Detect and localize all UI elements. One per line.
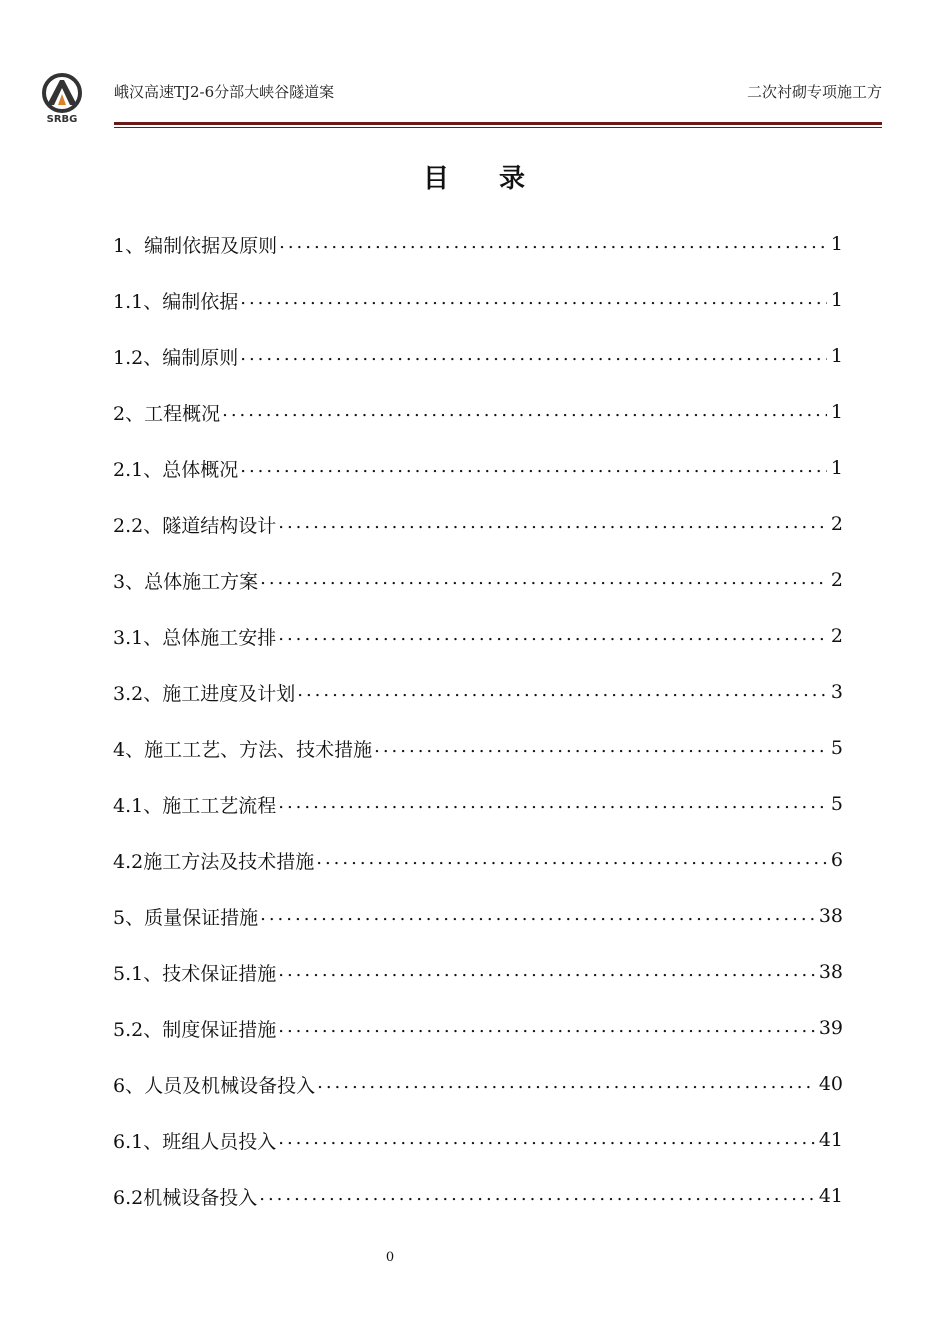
- toc-entry[interactable]: [113, 496, 843, 552]
- toc-dot-leader: [240, 288, 827, 309]
- toc-entry[interactable]: [113, 888, 843, 944]
- toc-entry[interactable]: [113, 608, 843, 664]
- toc-entry-label: 5.1、技术保证措施: [113, 962, 277, 985]
- toc-entry-page: 2: [830, 513, 843, 535]
- toc-entry-page: 1: [830, 233, 843, 255]
- toc-dot-leader: [260, 568, 827, 589]
- toc-entry-label: 2、工程概况: [113, 402, 221, 425]
- toc-dot-leader: [222, 400, 827, 421]
- header-rule-thin: [114, 127, 882, 128]
- toc-entry[interactable]: [113, 384, 843, 440]
- toc-dot-leader: [316, 848, 827, 869]
- toc-entry[interactable]: [113, 720, 843, 776]
- toc-dot-leader: [374, 736, 827, 757]
- toc-dot-leader: [278, 792, 827, 813]
- toc-dot-leader: [260, 904, 815, 925]
- page-number: 0: [385, 1250, 395, 1265]
- toc-entry-label: 6.1、班组人员投入: [113, 1130, 277, 1153]
- toc-entry[interactable]: [113, 1112, 843, 1168]
- toc-entry-page: 39: [818, 1017, 843, 1039]
- toc-entry[interactable]: [113, 1056, 843, 1112]
- toc-entry[interactable]: [113, 1000, 843, 1056]
- toc-entry[interactable]: [113, 552, 843, 608]
- logo-text: SRBG: [46, 114, 78, 124]
- toc-entry[interactable]: [113, 944, 843, 1000]
- header-document-type: 二次衬砌专项施工方: [746, 83, 882, 101]
- toc-dot-leader: [259, 1184, 815, 1205]
- toc-entry[interactable]: [113, 328, 843, 384]
- toc-entry-label: 1、编制依据及原则: [113, 234, 278, 257]
- header-rule-thick: [114, 122, 882, 125]
- toc-entry-label: 6.2机械设备投入: [113, 1186, 258, 1209]
- toc-dot-leader: [278, 512, 827, 533]
- toc-entry-page: 38: [818, 905, 843, 927]
- toc-dot-leader: [278, 624, 827, 645]
- toc-entry[interactable]: [113, 1168, 843, 1224]
- header-project-name: 峨汉高速TJ2-6分部大峡谷隧道案: [114, 83, 335, 101]
- toc-dot-leader: [317, 1072, 815, 1093]
- toc-entry-label: 6、人员及机械设备投入: [113, 1074, 316, 1097]
- toc-entry-label: 3、总体施工方案: [113, 570, 259, 593]
- toc-entry-page: 3: [830, 681, 843, 703]
- toc-dot-leader: [278, 960, 815, 981]
- toc-entry[interactable]: [113, 776, 843, 832]
- table-of-contents: [113, 216, 843, 1224]
- page-header: [0, 0, 950, 130]
- toc-entry-page: 6: [830, 849, 843, 871]
- toc-entry-label: 1.1、编制依据: [113, 290, 239, 313]
- toc-dot-leader: [278, 1016, 815, 1037]
- toc-entry[interactable]: [113, 216, 843, 272]
- toc-dot-leader: [279, 232, 827, 253]
- toc-entry-label: 2.2、隧道结构设计: [113, 514, 277, 537]
- toc-entry-label: 4.2施工方法及技术措施: [113, 850, 315, 873]
- toc-entry-page: 1: [830, 345, 843, 367]
- toc-entry-label: 5.2、制度保证措施: [113, 1018, 277, 1041]
- title-char-2: 录: [499, 164, 528, 194]
- srbg-logo-icon: [36, 72, 88, 124]
- toc-entry[interactable]: [113, 440, 843, 496]
- toc-entry-page: 5: [830, 737, 843, 759]
- toc-entry-page: 5: [830, 793, 843, 815]
- toc-entry-label: 1.2、编制原则: [113, 346, 239, 369]
- toc-entry-label: 3.2、施工进度及计划: [113, 682, 296, 705]
- toc-entry-label: 4、施工工艺、方法、技术措施: [113, 738, 373, 761]
- toc-dot-leader: [240, 456, 827, 477]
- title-char-1: 目: [422, 164, 451, 194]
- toc-dot-leader: [240, 344, 827, 365]
- toc-entry[interactable]: [113, 272, 843, 328]
- toc-entry-page: 41: [818, 1129, 843, 1151]
- toc-dot-leader: [297, 680, 827, 701]
- toc-entry-page: 41: [818, 1185, 843, 1207]
- toc-entry-page: 2: [830, 625, 843, 647]
- toc-entry-page: 1: [830, 457, 843, 479]
- toc-entry-page: 40: [818, 1073, 843, 1095]
- toc-entry[interactable]: [113, 832, 843, 888]
- toc-entry[interactable]: [113, 664, 843, 720]
- toc-entry-page: 1: [830, 289, 843, 311]
- toc-entry-label: 2.1、总体概况: [113, 458, 239, 481]
- toc-entry-label: 3.1、总体施工安排: [113, 626, 277, 649]
- toc-entry-label: 4.1、施工工艺流程: [113, 794, 277, 817]
- toc-entry-page: 1: [830, 401, 843, 423]
- toc-entry-label: 5、质量保证措施: [113, 906, 259, 929]
- toc-entry-page: 2: [830, 569, 843, 591]
- toc-dot-leader: [278, 1128, 815, 1149]
- page-title: [0, 158, 950, 195]
- toc-entry-page: 38: [818, 961, 843, 983]
